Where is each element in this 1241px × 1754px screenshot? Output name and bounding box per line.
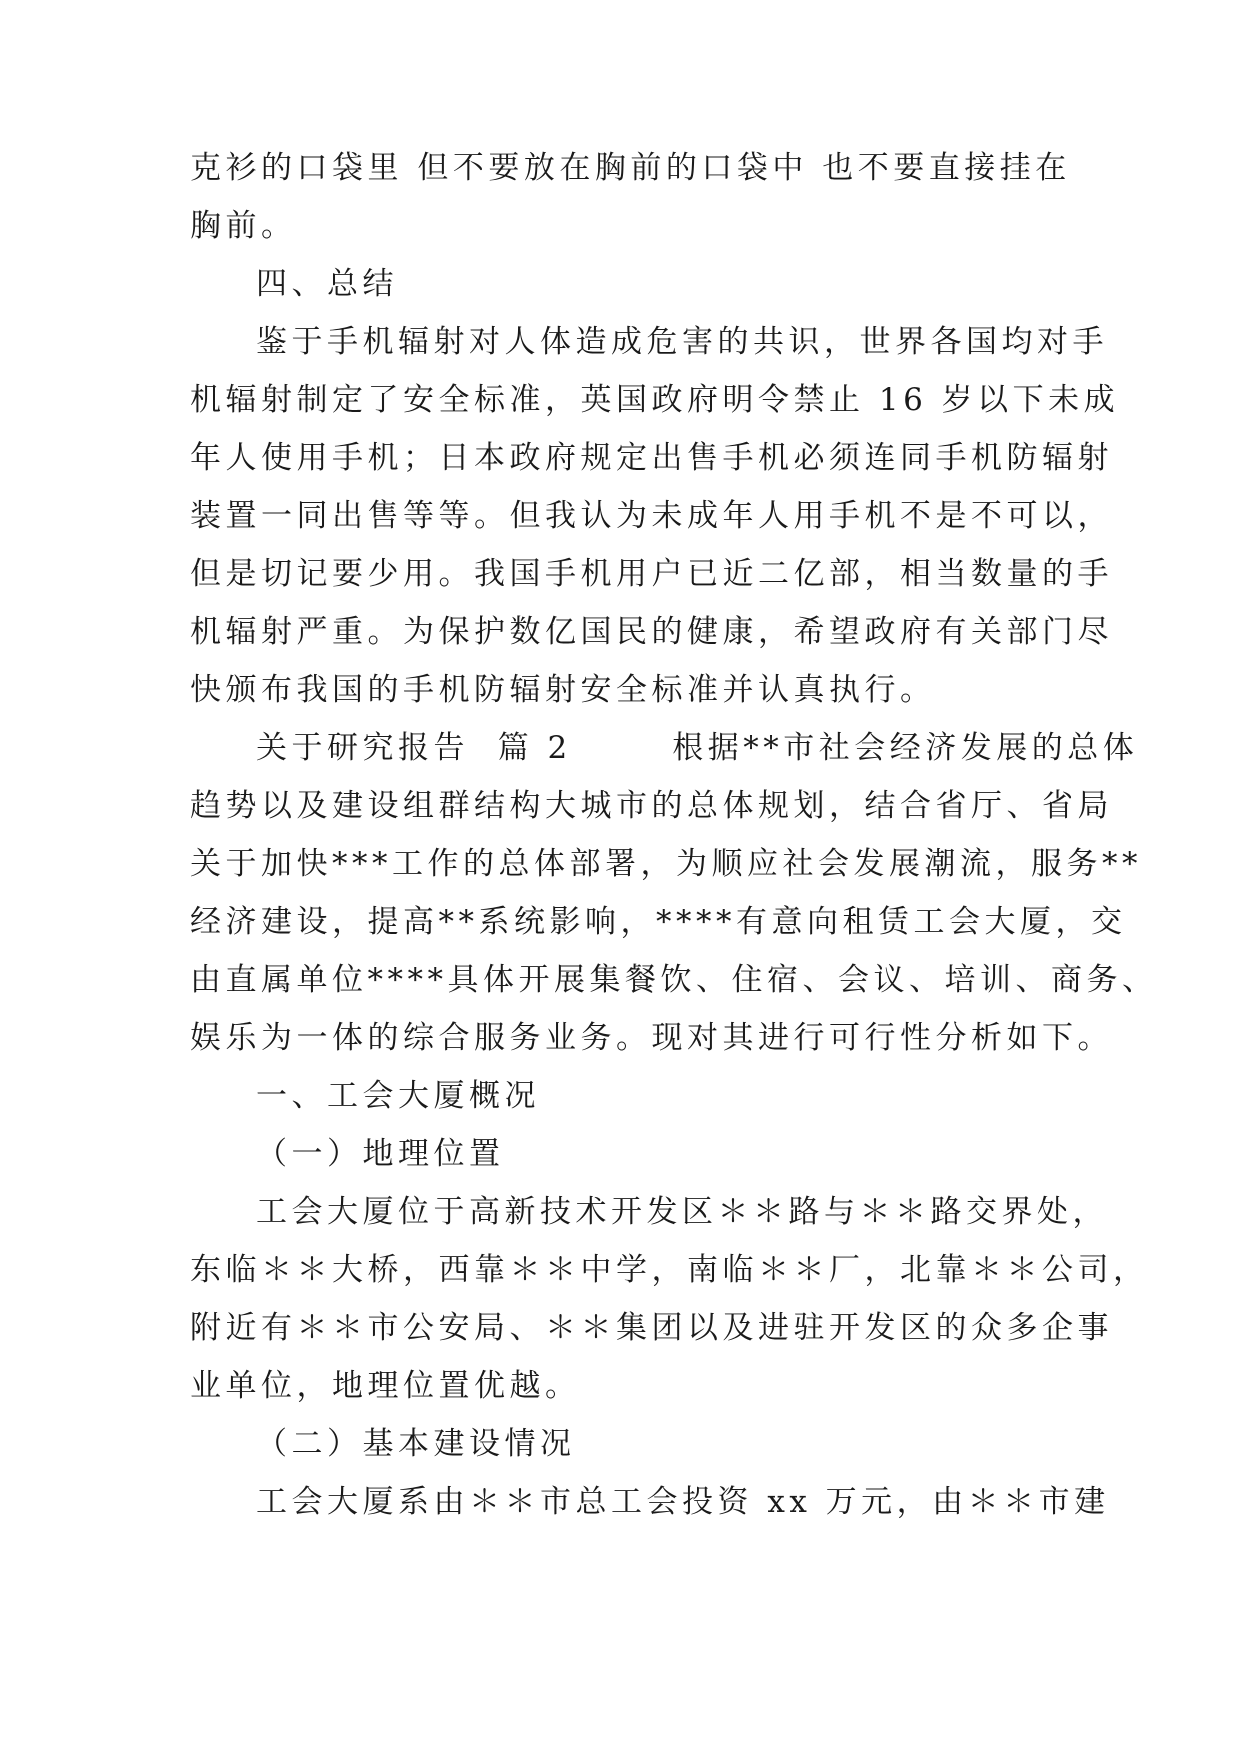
body-text-line: 但是切记要少用。我国手机用户已近二亿部，相当数量的手 (190, 556, 1113, 592)
body-text-line: 由直属单位****具体开展集餐饮、住宿、会议、培训、商务、 (190, 962, 1158, 998)
body-text-line: 胸前。 (190, 208, 297, 244)
body-text-line: 趋势以及建设组群结构大城市的总体规划，结合省厅、省局 (190, 788, 1113, 824)
body-text-line: 娱乐为一体的综合服务业务。现对其进行可行性分析如下。 (190, 1020, 1113, 1056)
body-text-line: 机辐射严重。为保护数亿国民的健康，希望政府有关部门尽 (190, 614, 1113, 650)
body-text-line: 机辐射制定了安全标准，英国政府明令禁止 16 岁以下未成 (190, 382, 1120, 418)
body-text-line: 业单位，地理位置优越。 (190, 1368, 581, 1404)
subsection-heading: （二）基本建设情况 (256, 1426, 576, 1462)
body-text-line: 年人使用手机；日本政府规定出售手机必须连同手机防辐射 (190, 440, 1113, 476)
body-text-line: 克衫的口袋里 但不要放在胸前的口袋中 也不要直接挂在 (190, 150, 1071, 186)
body-text-line: 东临＊＊大桥，西靠＊＊中学，南临＊＊厂，北靠＊＊公司， (190, 1252, 1149, 1288)
report-title-line: 关于研究报告 篇 2 根据**市社会经济发展的总体 (256, 730, 1139, 766)
body-text-line: 关于加快***工作的总体部署，为顺应社会发展潮流，服务** (190, 846, 1142, 882)
section-heading: 一、工会大厦概况 (256, 1078, 540, 1114)
subsection-heading: （一）地理位置 (256, 1136, 505, 1172)
paragraph-first-line: 鉴于手机辐射对人体造成危害的共识，世界各国均对手 (256, 324, 1108, 360)
paragraph-first-line: 工会大厦系由＊＊市总工会投资 xx 万元，由＊＊市建 (256, 1484, 1110, 1520)
body-text-line: 装置一同出售等等。但我认为未成年人用手机不是不可以， (190, 498, 1113, 534)
body-text-line: 附近有＊＊市公安局、＊＊集团以及进驻开发区的众多企事 (190, 1310, 1113, 1346)
paragraph-first-line: 工会大厦位于高新技术开发区＊＊路与＊＊路交界处， (256, 1194, 1108, 1230)
body-text-line: 经济建设，提高**系统影响，****有意向租赁工会大厦，交 (190, 904, 1127, 940)
body-text-line: 快颁布我国的手机防辐射安全标准并认真执行。 (190, 672, 936, 708)
section-heading: 四、总结 (256, 266, 398, 302)
